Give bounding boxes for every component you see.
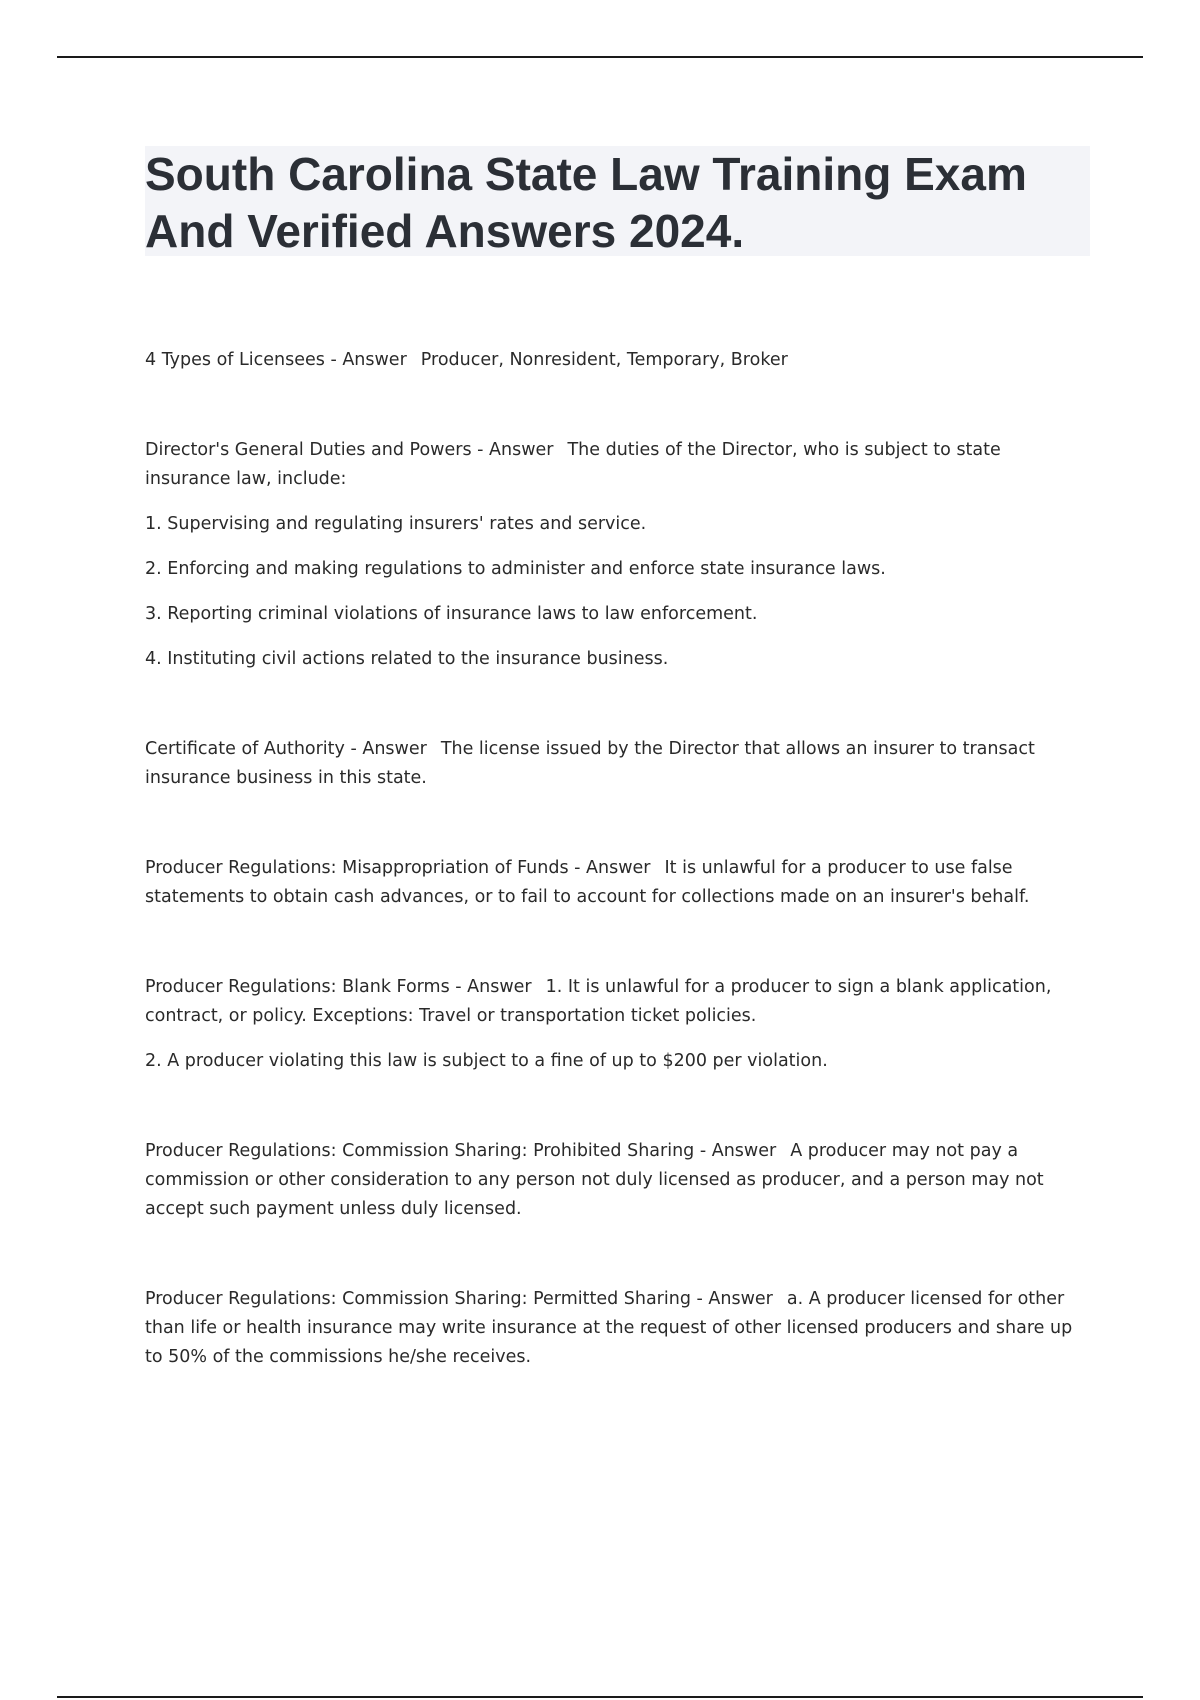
- answer-separator: - Answer: [694, 1141, 777, 1161]
- qa-list-item: 2. A producer violating this law is subject to a fine of up to $200 per violation.: [145, 1051, 828, 1071]
- bottom-divider: [57, 1696, 1143, 1698]
- qa-first-paragraph: [145, 346, 1090, 375]
- qa-answer: The duties of the Director, who is subject to state insurance law, include:: [145, 440, 1001, 489]
- qa-answer: 1. It is unlawful for a producer to sign a blank application, contract, or policy. Exceptions: Travel or transportation ticket policies.: [145, 977, 1052, 1026]
- qa-term: Producer Regulations: Blank Forms: [145, 977, 450, 997]
- qa-entry: [145, 436, 1090, 674]
- qa-first-paragraph: [145, 973, 1090, 1031]
- qa-entry: [145, 1285, 1090, 1372]
- qa-term: Director's General Duties and Powers: [145, 440, 472, 460]
- answer-separator: - Answer: [344, 739, 427, 759]
- qa-answer: a. A producer licensed for other than life or health insurance may write insurance at the request of other licensed producers and share up to 50% of the commissions he/she receives.: [145, 1289, 1073, 1367]
- answer-separator: - Answer: [471, 440, 554, 460]
- qa-first-paragraph: [145, 436, 1090, 494]
- qa-term: Certificate of Authority: [145, 739, 345, 759]
- top-divider: [57, 56, 1143, 58]
- document-title: South Carolina State Law Training Exam And Verified Answers 2024.: [145, 148, 1027, 257]
- qa-list-item: 4. Instituting civil actions related to the insurance business.: [145, 649, 669, 669]
- qa-entry: [145, 973, 1090, 1076]
- answer-separator: - Answer: [324, 350, 407, 370]
- qa-term: 4 Types of Licensees: [145, 350, 325, 370]
- qa-list-item: 3. Reporting criminal violations of insurance laws to law enforcement.: [145, 604, 758, 624]
- qa-list: [145, 346, 1090, 1372]
- qa-answer: A producer may not pay a commission or other consideration to any person not duly licensed as producer, and a person may not accept such payment unless duly licensed.: [145, 1141, 1044, 1219]
- qa-first-paragraph: [145, 735, 1090, 793]
- answer-separator: - Answer: [449, 977, 532, 997]
- title-block: [145, 146, 1090, 256]
- qa-term: Producer Regulations: Commission Sharing: Permitted Sharing: [145, 1289, 691, 1309]
- qa-term: Producer Regulations: Commission Sharing: Prohibited Sharing: [145, 1141, 695, 1161]
- qa-list-item: 2. Enforcing and making regulations to administer and enforce state insurance laws.: [145, 559, 886, 579]
- qa-first-paragraph: [145, 1137, 1090, 1224]
- qa-answer: The license issued by the Director that allows an insurer to transact insurance business in this state.: [145, 739, 1035, 788]
- qa-list-item: 1. Supervising and regulating insurers' rates and service.: [145, 514, 647, 534]
- qa-term: Producer Regulations: Misappropriation of Funds: [145, 858, 569, 878]
- qa-answer: Producer, Nonresident, Temporary, Broker: [420, 350, 788, 370]
- qa-first-paragraph: [145, 854, 1090, 912]
- qa-entry: [145, 854, 1090, 912]
- qa-entry: [145, 735, 1090, 793]
- qa-first-paragraph: [145, 1285, 1090, 1372]
- qa-entry: [145, 1137, 1090, 1224]
- answer-separator: - Answer: [568, 858, 651, 878]
- answer-separator: - Answer: [690, 1289, 773, 1309]
- qa-answer: It is unlawful for a producer to use false statements to obtain cash advances, or to fail to account for collections made on an insurer's behalf.: [145, 858, 1030, 907]
- qa-entry: [145, 346, 1090, 375]
